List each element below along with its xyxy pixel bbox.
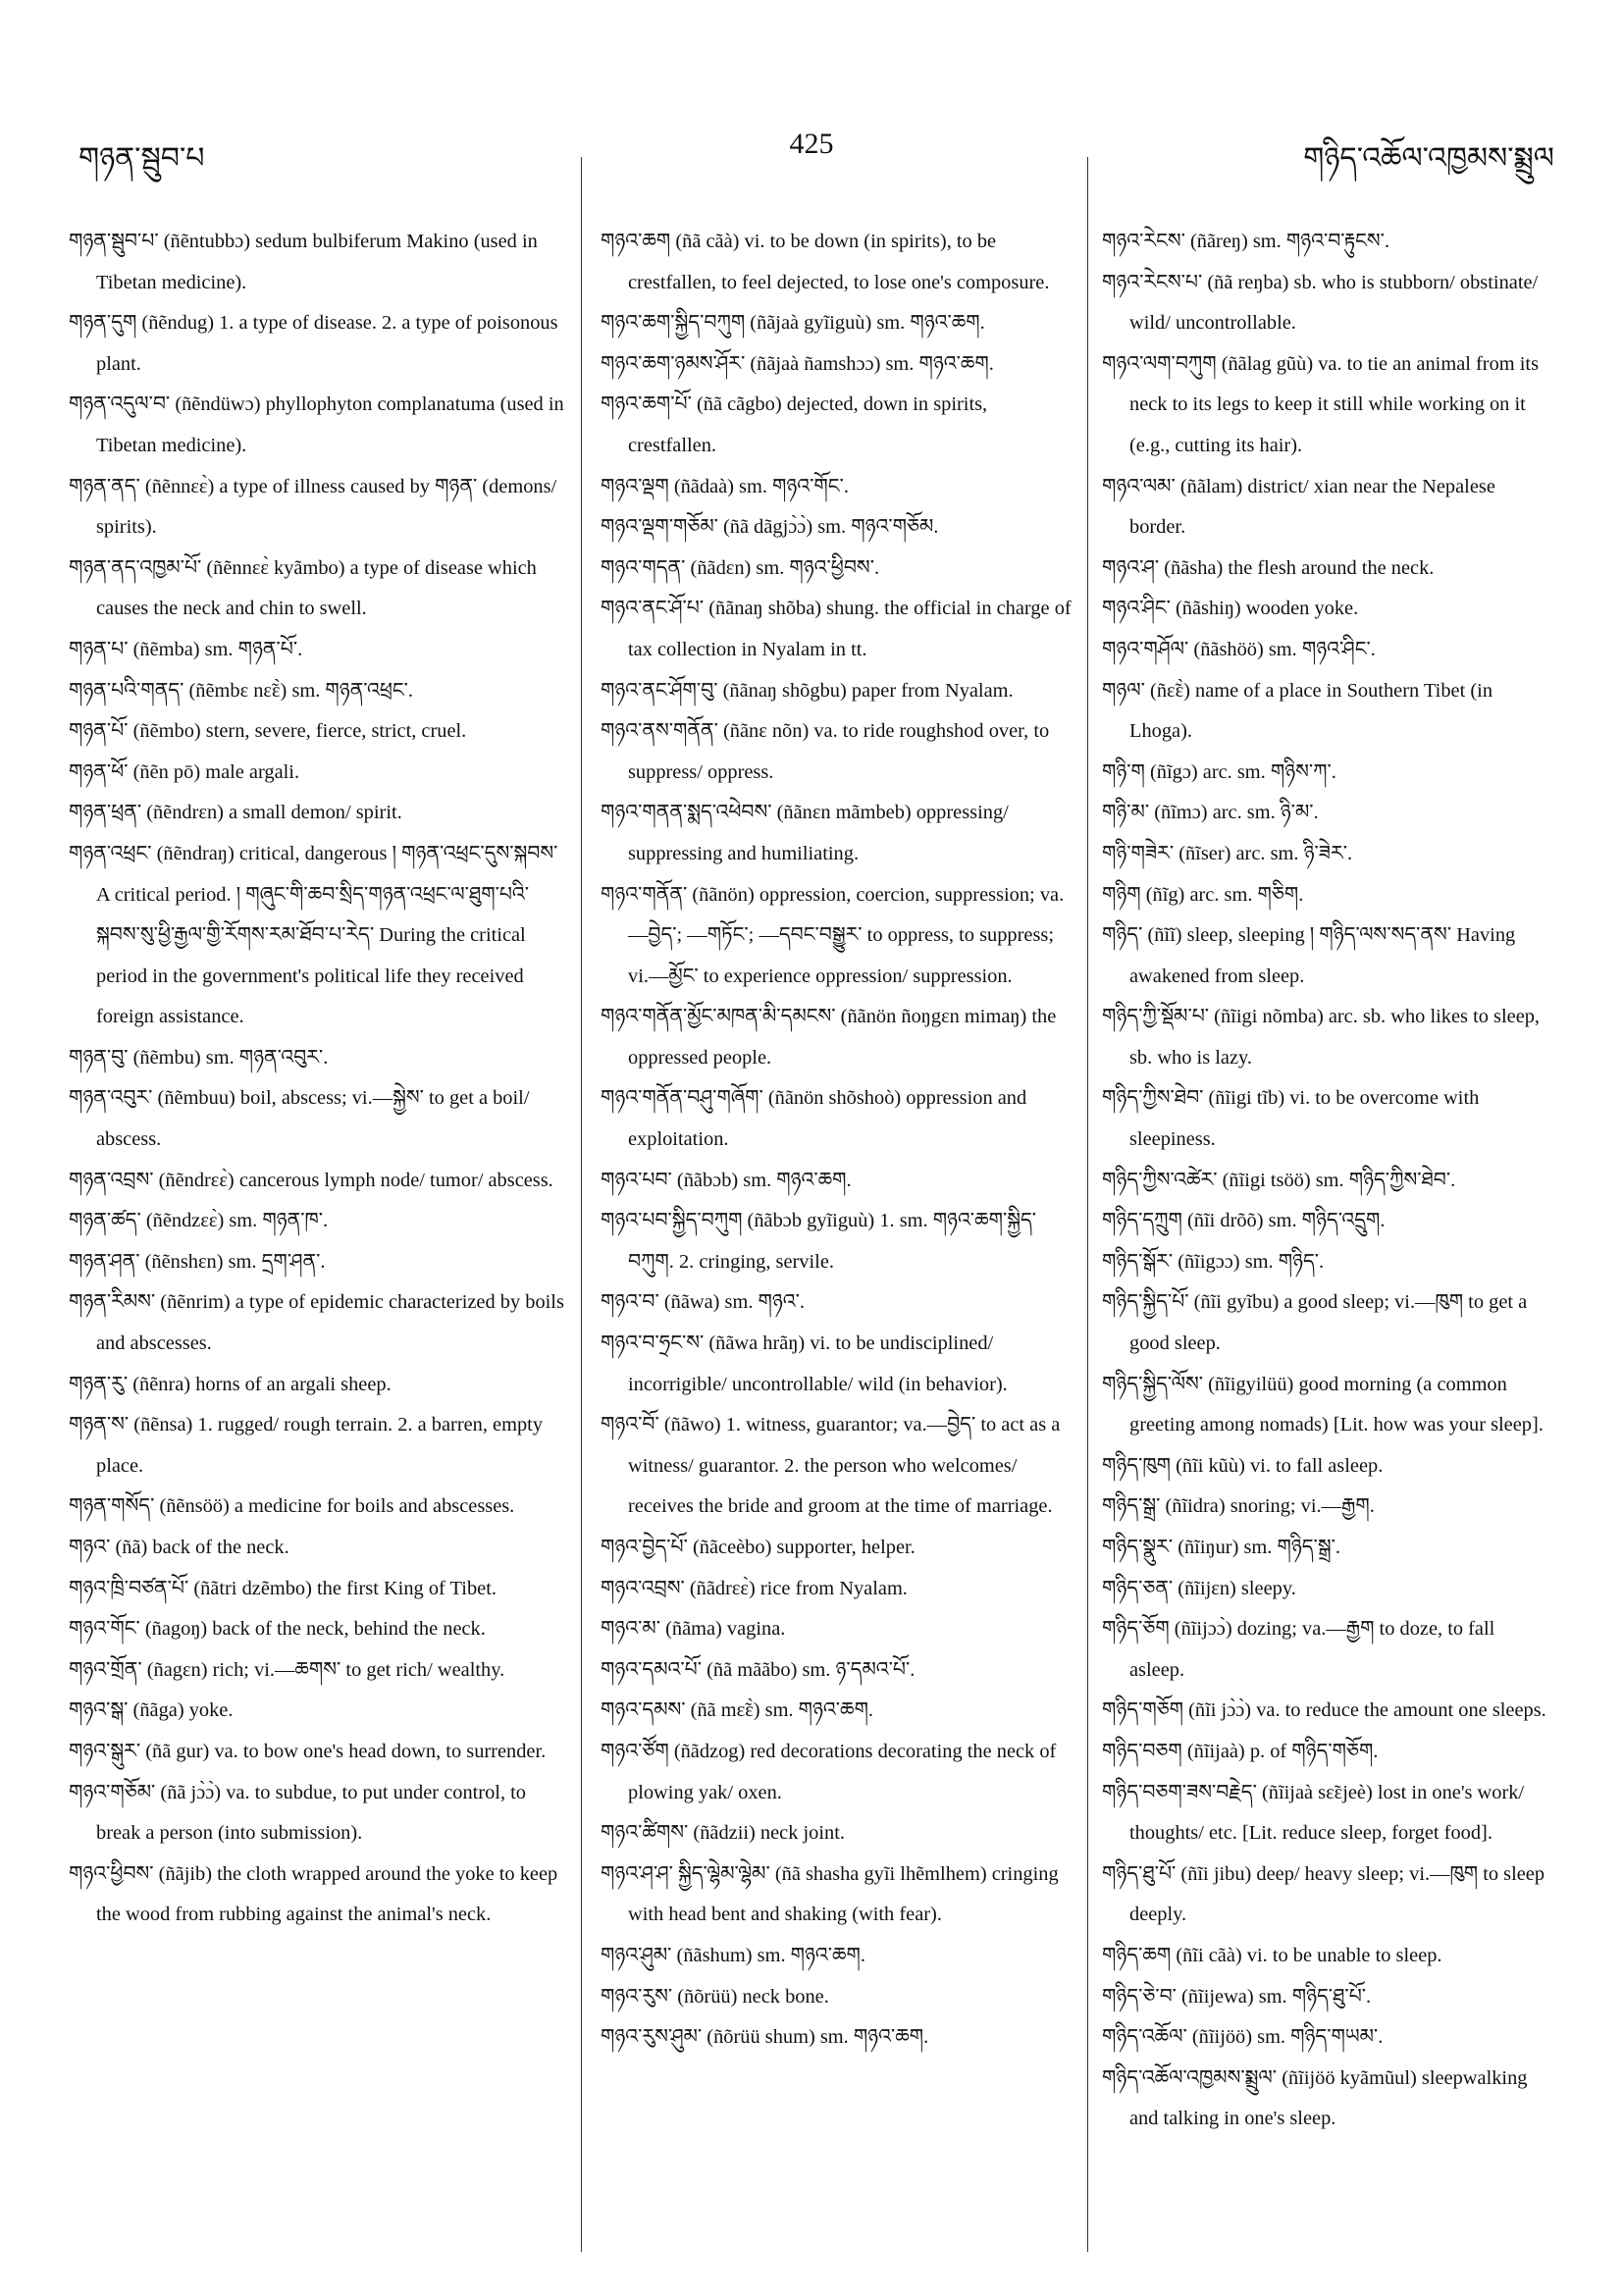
dictionary-entry: གཉའ་པབ་ (ñãbɔb) sm. གཉའ་ཆག.: [601, 1169, 852, 1191]
dictionary-entry: གཉའ་ལྡག་གཅོམ་ (ñã dãgjɔ̀ɔ̀) sm. གཉའ་གཅོམ.: [601, 516, 939, 539]
dictionary-entry: གཉིད་ཀྱིས་འཚེར་ (ñĩigi tsöö) sm. གཉིད་ཀྱིས་ཐེབ་.: [1102, 1169, 1456, 1191]
dictionary-entry: གཉའ་གནོན་བཤུ་གཞོག་ (ñãnön shõshoò) oppression and exploitation.: [601, 1087, 1027, 1151]
dictionary-entry: གཉའ་ཆག (ñã cãà) vi. to be down (in spirits), to be crestfallen, to feel dejected, to lose one's composure.: [601, 231, 1050, 293]
dictionary-entry: གཉའ་ཤུམ་ (ñãshum) sm. གཉའ་ཆག.: [601, 1944, 866, 1966]
dictionary-entry: གཉའ་ཕྱིབས་ (ñãjib) the cloth wrapped around the yoke to keep the wood from rubbing against the animal's neck.: [69, 1862, 558, 1926]
dictionary-entry: གཉའ་ཤིང་ (ñãshiŋ) wooden yoke.: [1102, 598, 1359, 620]
dictionary-entry: གཉི་ག (ñĩgɔ) arc. sm. གཉིས་ཀ་.: [1102, 760, 1336, 783]
dictionary-entry: གཉའ་ཆག་ཉམས་ཤོར་ (ñãjaà ñamshɔɔ) sm. གཉའ་ཆག.: [601, 352, 994, 375]
dictionary-entry: གཉའ་ཤ་ཤ་ སྐྱིད་ལྷེམ་ལྷེམ་ (ñã shasha gyĩi lhẽmlhem) cringing with head bent and shaking (with fear).: [601, 1862, 1059, 1926]
dictionary-entry: གཉིད་དཀྲུག (ñĩi drõõ) sm. གཉིད་འདྲུག.: [1102, 1210, 1386, 1232]
dictionary-entry: གཉན་རུ་ (ñẽnra) horns of an argali sheep.: [69, 1373, 392, 1395]
dictionary-entry: གཉའ་ཁྲི་བཙན་པོ་ (ñãtri dzẽmbo) the first King of Tibet.: [69, 1577, 497, 1599]
column-1: [69, 222, 564, 1936]
dictionary-entry: གཉའ་ཙོག (ñãdzog) red decorations decorating the neck of plowing yak/ oxen.: [601, 1740, 1057, 1803]
dictionary-entry: གཉའ་བ་ (ñãwa) sm. གཉའ་.: [601, 1291, 806, 1314]
running-head-left: གཉན་སྦུབ་པ: [79, 142, 205, 175]
dictionary-entry: གཉན་ནད་འཁྱམ་པོ་ (ñẽnnɛɛ̀ kyãmbo) a type of disease which causes the neck and chin to swell.: [69, 556, 537, 620]
dictionary-entry: གཉིད་སྒྲ་ (ñĩidra) snoring; vi.—རྒྱག.: [1102, 1495, 1375, 1518]
dictionary-entry: གཉའ་ལག་བཀུག (ñãlag gũù) va. to tie an animal from its neck to its legs to keep it still while working on it (e.g., cutting its hair).: [1102, 352, 1540, 456]
dictionary-entry: གཉའ་ (ñã) back of the neck.: [69, 1537, 289, 1558]
dictionary-entry: གཉའ་གྲོན་ (ñagɛn) rich; vi.—ཆགས་ to get rich/ wealthy.: [69, 1658, 505, 1681]
column-3: [1102, 222, 1553, 2140]
dictionary-entry: གཉའ་ལམ་ (ñãlam) district/ xian near the Nepalese border.: [1102, 475, 1495, 539]
dictionary-entry: གཉའ་ཆག་སྐྱིད་བཀུག (ñãjaà gyĩiguù) sm. གཉའ་ཆག.: [601, 312, 985, 335]
dictionary-entry: གཉའ་བྱེད་པོ་ (ñãceèbo) supporter, helper.: [601, 1537, 916, 1558]
dictionary-entry: གཉིད་འཆོལ་འཁྱམས་སྨྲུལ་ (ñĩijöö kyãmũul) sleepwalking and talking in one's sleep.: [1102, 2066, 1528, 2130]
dictionary-entry: གཉའ་རུས་ཤུམ་ (ñõrüü shum) sm. གཉའ་ཆག.: [601, 2026, 929, 2049]
dictionary-entry: གཉའ་གོང་ (ñagoŋ) back of the neck, behind the neck.: [69, 1618, 486, 1641]
dictionary-entry: གཉན་འབྲས་ (ñẽndrɛɛ̀) cancerous lymph node/ tumor/ abscess.: [69, 1169, 553, 1191]
column-2: [601, 222, 1074, 2059]
dictionary-entry: གཉིད་ཀྱི་སྡོམ་པ་ (ñĩigi nõmba) arc. sb. who likes to sleep, sb. who is lazy.: [1102, 1006, 1541, 1069]
dictionary-entry: གཉན་འཕྲང་ (ñẽndraŋ) critical, dangerous ། གཉན་འཕྲང་དུས་སྐབས་ A critical period. ། གཞུང་གི་ཆབ་སྲིད་གཉན་འཕྲང་ལ་ཐུག་པའི་སྐབས་སུ་ཕྱི་རྒྱལ་གྱི་རོགས་རམ་ཐོབ་པ་རེད་ During the critical period in the government's political life they received foreign assistance.: [69, 842, 558, 1028]
page-number: 425: [789, 128, 834, 160]
dictionary-entry: གཉིད་ཀྱིས་ཐེབ་ (ñĩigi tĩb) vi. to be overcome with sleepiness.: [1102, 1087, 1480, 1151]
running-head-right: གཉིད་འཆོལ་འཁྱམས་སྨྲུལ: [1303, 142, 1554, 175]
dictionary-entry: གཉིད་ཅོག (ñĩijɔɔ̀) dozing; va.—རྒྱག to doze, to fall asleep.: [1102, 1618, 1495, 1681]
dictionary-entry: གཉའ་སྒུར་ (ñã gur) va. to bow one's head down, to surrender.: [69, 1740, 547, 1762]
dictionary-entry: གཉན་ཤན་ (ñẽnshɛn) sm. དྲག་ཤན་.: [69, 1250, 326, 1273]
dictionary-entry: གཉན་རིམས་ (ñẽnrim) a type of epidemic characterized by boils and abscesses.: [69, 1291, 564, 1355]
dictionary-entry: གཉའ་འབྲས་ (ñãdrɛɛ̀) rice from Nyalam.: [601, 1577, 908, 1599]
dictionary-entry: གཉི་གཟེར་ (ñĩser) arc. sm. ཉི་ཟེར་.: [1102, 842, 1353, 864]
dictionary-entry: གཉིད་བཅག (ñĩijaà) p. of གཉིད་གཅོག.: [1102, 1740, 1379, 1762]
dictionary-entry: གཉན་ས་ (ñẽnsa) 1. rugged/ rough terrain. 2. a barren, empty place.: [69, 1414, 544, 1477]
column-rule: [1087, 157, 1088, 2252]
dictionary-entry: གཉིད་སྒོར་ (ñĩigɔɔ) sm. གཉིད་.: [1102, 1250, 1325, 1273]
dictionary-entry: གཉན་པའི་གནད་ (ñẽmbɛ nɛ̃ɛ̀) sm. གཉན་འཕྲང་.: [69, 679, 414, 702]
dictionary-entry: གཉན་སྦུབ་པ་ (ñẽntubbɔ) sedum bulbiferum Makino (used in Tibetan medicine).: [69, 231, 538, 293]
dictionary-entry: གཉན་གསོད་ (ñẽnsöö) a medicine for boils and abscesses.: [69, 1495, 515, 1518]
dictionary-entry: གཉན་པ་ (ñẽmba) sm. གཉན་པོ་.: [69, 638, 303, 660]
dictionary-entry: གཉན་བུ་ (ñẽmbu) sm. གཉན་འབུར་.: [69, 1046, 329, 1069]
dictionary-entry: གཉིད་ (ñĩĩ) sleep, sleeping ། གཉིད་ལས་སད་ནས་ Having awakened from sleep.: [1102, 924, 1516, 987]
dictionary-entry: གཉའ་གནོན་མྱོང་མཁན་མི་དམངས་ (ñãnön ñoŋgɛn mimaŋ) the oppressed people.: [601, 1006, 1057, 1069]
dictionary-entry: གཉའ་གནོན་ (ñãnön) oppression, coercion, suppression; va.—བྱེད་; —གཏོང་; —དབང་བསྒྱུར་ to oppress, to suppress; vi.—མྱོང་ to experience oppression/ suppression.: [601, 883, 1065, 987]
dictionary-entry: གཉའ་ནང་ཤོ་པ་ (ñãnaŋ shõba) shung. the official in charge of tax collection in Nyalam in tt.: [601, 598, 1072, 660]
dictionary-entry: གཉན་ཕོ་ (ñẽn pō) male argali.: [69, 760, 300, 783]
dictionary-entry: གཉིད་ཁུག (ñĩi kũù) vi. to fall asleep.: [1102, 1454, 1384, 1477]
dictionary-entry: གཉའ་དམའ་པོ་ (ñã mããbo) sm. ཉ་དམའ་པོ་.: [601, 1658, 916, 1681]
dictionary-entry: གཉའ་བ་ཧྲང་ས་ (ñãwa hrãŋ) vi. to be undisciplined/ incorrigible/ uncontrollable/ wild (in behavior).: [601, 1332, 1008, 1395]
dictionary-entry: གཉལ་ (ñɛ̃ɛ̀) name of a place in Southern Tibet (in Lhoga).: [1102, 679, 1493, 743]
dictionary-entry: གཉའ་ཤ་ (ñãsha) the flesh around the neck.: [1102, 556, 1435, 579]
dictionary-entry: གཉའ་རུས་ (ñõrüü) neck bone.: [601, 1985, 829, 2008]
dictionary-entry: གཉན་ཕྲན་ (ñẽndrɛn) a small demon/ spirit.: [69, 802, 402, 824]
dictionary-entry: གཉའ་རེངས་པ་ (ñã reŋba) sb. who is stubborn/ obstinate/ wild/ uncontrollable.: [1102, 271, 1539, 335]
dictionary-entry: གཉན་འདུལ་བ་ (ñẽndüwɔ) phyllophyton complanatuma (used in Tibetan medicine).: [69, 393, 564, 456]
dictionary-entry: གཉའ་རེངས་ (ñãreŋ) sm. གཉའ་བ་རྟུངས་.: [1102, 231, 1390, 252]
dictionary-entry: གཉིད་ཅན་ (ñĩijɛn) sleepy.: [1102, 1577, 1296, 1599]
dictionary-entry: གཉིད་སྣུར་ (ñĩiŋur) sm. གཉིད་སྒྲ་.: [1102, 1537, 1340, 1558]
dictionary-entry: གཉན་པོ་ (ñẽmbo) stern, severe, fierce, strict, cruel.: [69, 720, 467, 743]
dictionary-entry: གཉའ་གདན་ (ñãdɛn) sm. གཉའ་ཕྱིབས་.: [601, 556, 880, 579]
dictionary-entry: གཉའ་ཆག་པོ་ (ñã cãgbo) dejected, down in spirits, crestfallen.: [601, 393, 988, 456]
dictionary-entry: གཉའ་དམས་ (ñã mɛ̃ɛ̀) sm. གཉའ་ཆག.: [601, 1699, 874, 1722]
dictionary-entry: གཉའ་བོ་ (ñãwo) 1. witness, guarantor; va.—བྱེད་ to act as a witness/ guarantor. 2. the person who welcomes/ receives the bride and groom at the time of marriage.: [601, 1414, 1061, 1518]
dictionary-entry: གཉན་དུག (ñẽndug) 1. a type of disease. 2. a type of poisonous plant.: [69, 312, 558, 375]
dictionary-entry: གཉའ་ནང་ཤོག་བུ་ (ñãnaŋ shõgbu) paper from Nyalam.: [601, 679, 1014, 702]
dictionary-entry: གཉིད་ཅེ་བ་ (ñĩijewa) sm. གཉིད་ཐུ་པོ་.: [1102, 1985, 1372, 2008]
column-rule: [581, 157, 582, 2252]
dictionary-entry: གཉའ་ཚིགས་ (ñãdzii) neck joint.: [601, 1822, 845, 1845]
dictionary-entry: གཉན་འབུར་ (ñẽmbuu) boil, abscess; vi.—སྐྱེས་ to get a boil/ abscess.: [69, 1087, 530, 1151]
dictionary-entry: གཉི་མ་ (ñĩmɔ) arc. sm. ཉི་མ་.: [1102, 802, 1319, 824]
dictionary-entry: གཉའ་པབ་སྐྱིད་བཀུག (ñãbɔb gyĩiguù) 1. sm. གཉའ་ཆག་སྐྱིད་བཀུག. 2. cringing, servile.: [601, 1210, 1037, 1273]
dictionary-entry: གཉའ་གནན་སྨད་འཕེབས་ (ñãnɛn mãmbeb) oppressing/ suppressing and humiliating.: [601, 802, 1009, 864]
dictionary-entry: གཉན་ནད་ (ñẽnnɛɛ̀) a type of illness caused by གཉན་ (demons/ spirits).: [69, 475, 557, 539]
dictionary-entry: གཉིད་འཆོལ་ (ñĩijöö) sm. གཉིད་གཡམ་.: [1102, 2026, 1384, 2049]
dictionary-entry: གཉའ་གཅོམ་ (ñã jɔ̀ɔ̀) va. to subdue, to put under control, to break a person (into submission).: [69, 1781, 527, 1845]
dictionary-entry: གཉའ་སྒ་ (ñãga) yoke.: [69, 1699, 234, 1722]
dictionary-entry: གཉའ་གཤོལ་ (ñãshöö) sm. གཉའ་ཤིང་.: [1102, 638, 1376, 660]
dictionary-entry: གཉའ་ལྡག (ñãdaà) sm. གཉའ་གོང་.: [601, 475, 849, 497]
dictionary-entry: གཉིད་སྐྱིད་པོ་ (ñĩi gyĩbu) a good sleep; vi.—ཁུག to get a good sleep.: [1102, 1291, 1528, 1355]
dictionary-entry: གཉའ་ནས་གནོན་ (ñãnɛ nõn) va. to ride roughshod over, to suppress/ oppress.: [601, 720, 1050, 783]
dictionary-entry: གཉིད་བཅག་ཟས་བརྗེད་ (ñĩijaà sɛ̃ɛjeè) lost in one's work/ thoughts/ etc. [Lit. reduce sleep, forget food].: [1102, 1781, 1525, 1845]
dictionary-entry: གཉིད་གཅོག (ñĩi jɔ̀ɔ̀) va. to reduce the amount one sleeps.: [1102, 1699, 1546, 1722]
dictionary-entry: གཉིད་ཐུ་པོ་ (ñĩi jibu) deep/ heavy sleep; vi.—ཁུག to sleep deeply.: [1102, 1862, 1545, 1926]
dictionary-entry: གཉིད་སྐྱིད་ལོས་ (ñĩigyilüü) good morning (a common greeting among nomads) [Lit. how was your sleep].: [1102, 1373, 1544, 1436]
dictionary-entry: གཉན་ཚད་ (ñẽndzɛɛ̀) sm. གཉན་ཁ་.: [69, 1210, 329, 1232]
dictionary-entry: གཉིད་ཆག (ñĩi cãà) vi. to be unable to sleep.: [1102, 1944, 1442, 1966]
dictionary-entry: གཉིག (ñĩg) arc. sm. གཅིག.: [1102, 883, 1304, 906]
dictionary-entry: གཉའ་མ་ (ñãma) vagina.: [601, 1618, 786, 1641]
